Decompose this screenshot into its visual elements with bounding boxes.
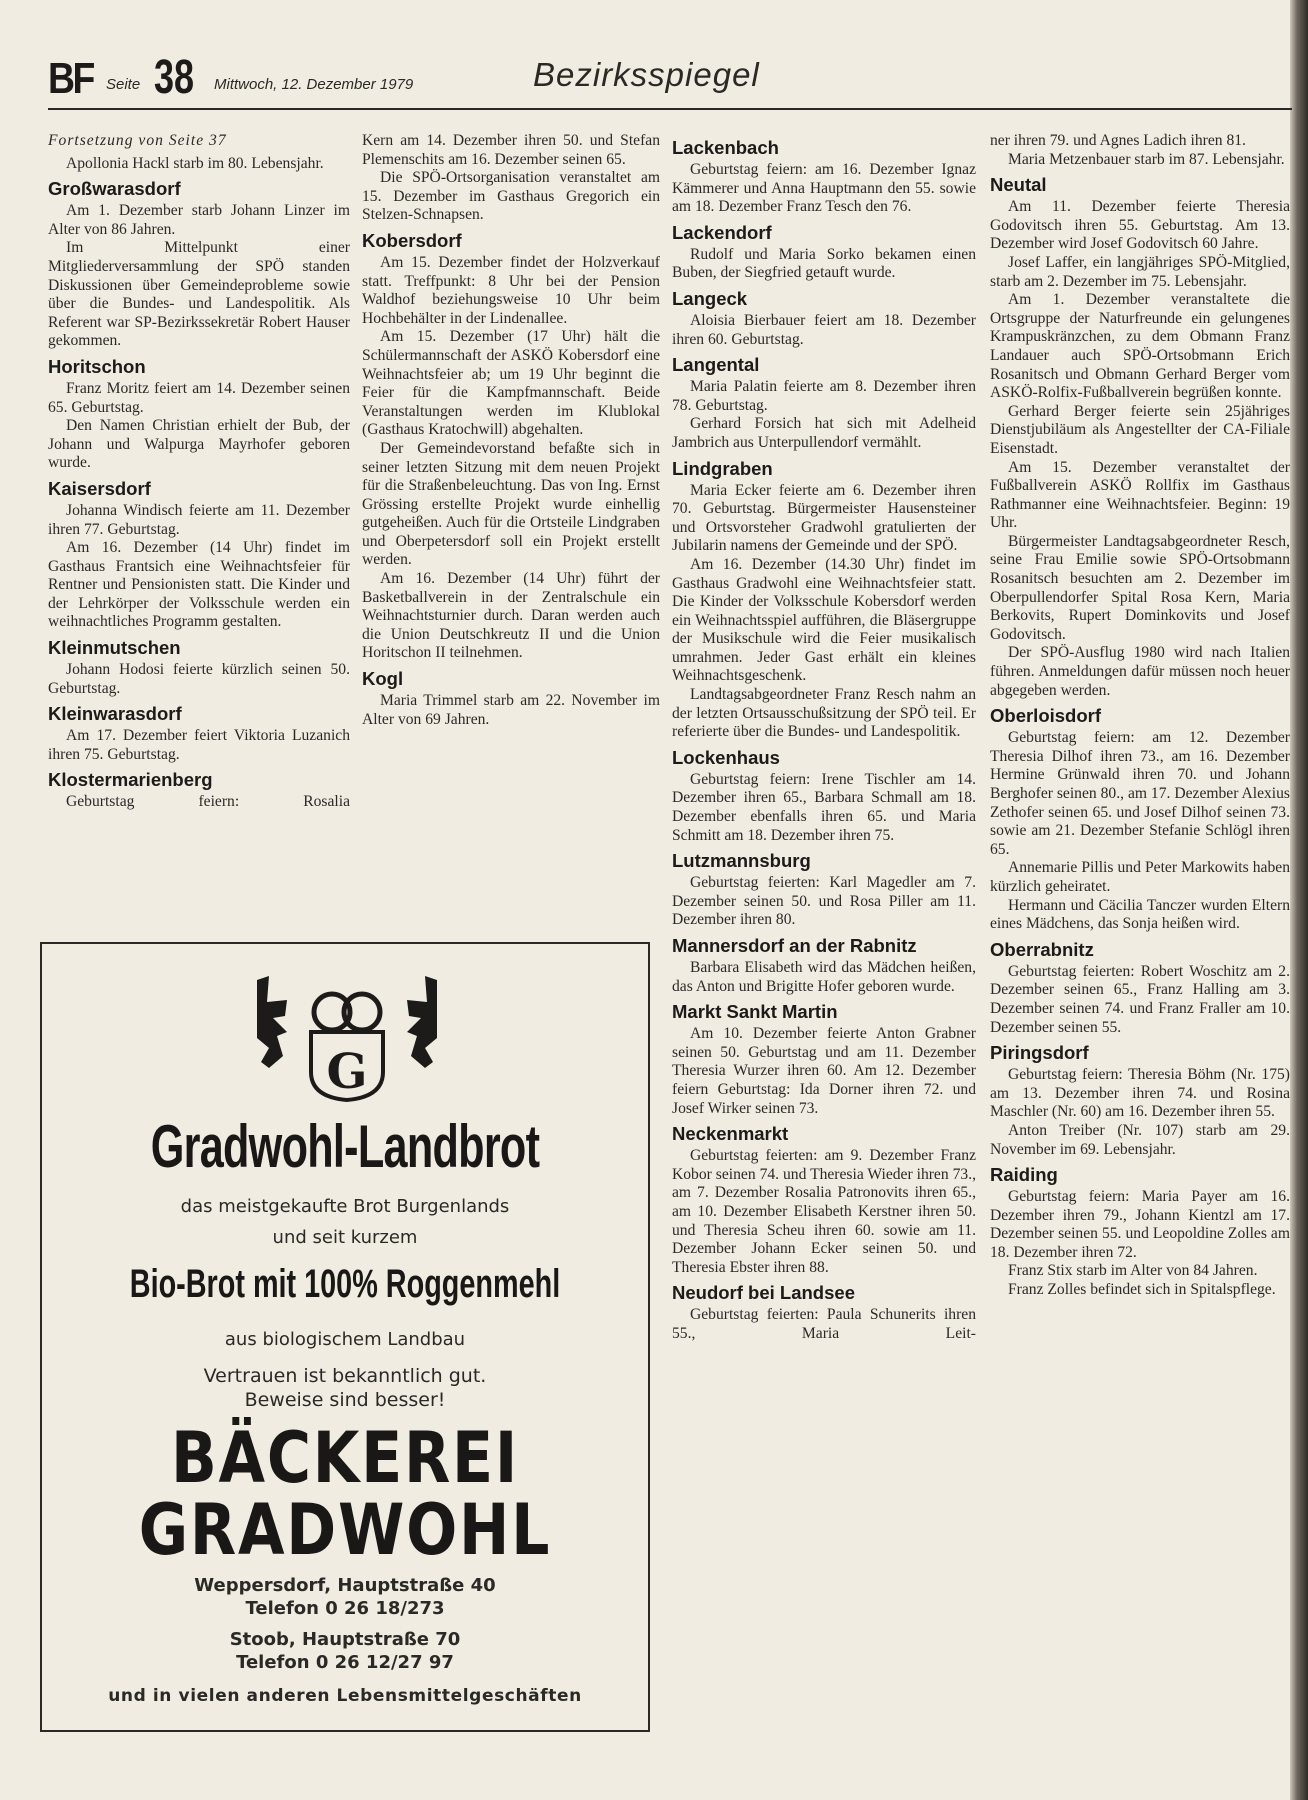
news-paragraph: Die SPÖ-Ortsorganisation veranstaltet am 15. Dezember im Gasthaus Gregorich ein Stelzen-Schnapsen. <box>362 169 660 224</box>
header-rule <box>48 108 1292 110</box>
news-paragraph: Landtagsabgeordneter Franz Resch nahm an der letzten Ortsausschußsitzung der SPÖ teil. Er referierte über die Bundes- und Landespolitik. <box>672 686 976 741</box>
page-label: Seite <box>106 76 141 93</box>
ad-phone-2: Telefon 0 26 12/27 97 <box>236 1652 454 1673</box>
town-heading: Lindgraben <box>672 457 773 479</box>
town-heading: Raiding <box>990 1164 1058 1186</box>
news-item <box>672 1123 976 1277</box>
ad-brand <box>84 1417 605 1571</box>
ad-origin: aus biologischem Landbau <box>224 1329 466 1350</box>
ad-tagline: das meistgekaufte Brot Burgenlands <box>180 1196 510 1217</box>
town-heading: Markt Sankt Martin <box>672 1001 838 1023</box>
section-title: Bezirksspiegel <box>533 56 760 93</box>
town-heading: Kleinmutschen <box>48 637 181 659</box>
town-heading: Lutzmannsburg <box>672 850 811 872</box>
news-paragraph: Johann Hodosi feierte kürzlich seinen 50. Geburtstag. <box>48 661 350 697</box>
news-item <box>672 850 976 930</box>
town-heading: Mannersdorf an der Rabnitz <box>672 935 917 956</box>
news-paragraph: ner ihren 79. und Agnes Ladich ihren 81. <box>990 132 1246 149</box>
news-paragraph: Im Mittelpunkt einer Mitgliederversammlung der SPÖ standen Diskussionen über Gemeindeprobleme sowie über die Bundes- und Landespolitik. Als Referent war SP-Bezirkssekretär Robert Hauser gekommen. <box>48 239 350 350</box>
article-column-1 <box>48 132 350 812</box>
news-paragraph: Am 15. Dezember (17 Uhr) hält die Schülermannschaft der ASKÖ Kobersdorf eine Weihnachtsfeier ab; um 19 Uhr beginnt die Feier für die Kampfmannschaft. Beide Veranstaltungen werden im Klublokal (Gasthaus Kratochwill) abgehalten. <box>362 328 660 439</box>
news-item <box>362 230 660 663</box>
ad-slogan <box>42 1364 648 1412</box>
news-item <box>990 1164 1290 1300</box>
news-item <box>48 132 350 173</box>
news-item <box>48 478 350 632</box>
news-paragraph: Josef Laffer, ein langjähriges SPÖ-Mitglied, starb am 2. Dezember im 75. Lebensjahr. <box>990 253 1290 290</box>
news-paragraph: Den Namen Christian erhielt der Bub, der Johann und Walpurga Mayrhofer geboren wurde. <box>48 417 350 472</box>
news-item <box>672 137 976 217</box>
news-paragraph: Bürgermeister Landtagsabgeordneter Resch, seine Frau Emilie sowie SPÖ-Ortsobmann Rosanitsch besuchten am 2. Dezember im Oberpullendorfer Spital Rosa Kern, Maria Berkovits, Rupert Dominkovits und Josef Godovitsch. <box>990 532 1290 643</box>
continuation-note: Fortsetzung von Seite 37 <box>48 132 227 149</box>
article-column-4 <box>990 132 1290 1300</box>
news-item <box>672 222 976 283</box>
ad-footer: und in vielen anderen Lebensmittelgeschäften <box>108 1686 582 1706</box>
news-paragraph: Maria Palatin feierte am 8. Dezember ihren 78. Geburtstag. <box>672 378 976 414</box>
news-paragraph: Geburtstag feiern: am 16. Dezember Ignaz Kämmerer und Anna Hauptmann den 55. sowie am 18. Dezember Franz Tesch den 76. <box>672 161 976 216</box>
news-paragraph: Der SPÖ-Ausflug 1980 wird nach Italien führen. Anmeldungen dafür müssen noch heuer abgegeben werden. <box>990 644 1290 699</box>
news-paragraph: Annemarie Pillis und Peter Markowits haben kürzlich geheiratet. <box>990 859 1290 895</box>
news-paragraph: Am 10. Dezember feierte Anton Grabner seinen 50. Geburtstag und am 11. Dezember Theresia Wurzer ihren 60. Am 12. Dezember feiern Geburtstag: Ida Dorner ihren 72. und Josef Wirker seinen 73. <box>672 1025 976 1117</box>
town-heading: Horitschon <box>48 355 146 377</box>
news-paragraph: Am 1. Dezember veranstaltete die Ortsgruppe der Naturfreunde ein gelungenes Krampuskränzchen, zu dem Obmann Franz Landauer auch SPÖ-Ortsobmann Erich Rosanitsch und Obmann Gerhard Berger vom ASKÖ-Rolfix-Fußballverein begrüßen konnte. <box>990 291 1290 402</box>
news-paragraph: Rudolf und Maria Sorko bekamen einen Buben, der Siegfried getauft wurde. <box>672 245 976 282</box>
article-column-3 <box>672 132 976 1344</box>
news-paragraph: Franz Stix starb im Alter von 84 Jahren. <box>1008 1262 1258 1280</box>
news-paragraph: Geburtstag feiern: Irene Tischler am 14. Dezember ihren 65., Barbara Schmall am 18. Dezember ebenfalls ihren 65. und Maria Schmitt am 18. Dezember ihren 75. <box>672 770 976 844</box>
page-header <box>44 48 1294 104</box>
news-item <box>48 769 350 812</box>
town-heading: Oberloisdorf <box>990 705 1102 727</box>
town-heading: Lackendorf <box>672 221 772 243</box>
town-heading: Neckenmarkt <box>672 1123 789 1145</box>
town-heading: Langeck <box>672 287 748 309</box>
ad-headline: Gradwohl-Landbrot <box>150 1113 540 1180</box>
news-item <box>990 1042 1290 1159</box>
news-item <box>672 1001 976 1118</box>
news-paragraph: Geburtstag feierten: Paula Schunerits ihren 55., Maria Leit- <box>672 1306 976 1342</box>
news-paragraph: Geburtstag feiern: am 12. Dezember Theresia Dilhof ihren 73., am 16. Dezember Hermine Grünwald ihren 70. und Johann Berghofer seinen 80., am 17. Dezember Alexius Zethofer seinen 65. und Josef Dilhof seinen 73. sowie am 21. Dezember Stefanie Schlögl ihren 65. <box>990 729 1290 858</box>
town-heading: Lockenhaus <box>672 746 780 768</box>
ad-slogan-line-1: Vertrauen ist bekanntlich gut. <box>203 1365 487 1387</box>
news-item <box>48 637 350 698</box>
gradwohl-crest-logo <box>247 972 447 1102</box>
news-paragraph: Barbara Elisabeth wird das Mädchen heißen, das Anton und Brigitte Hofer geboren wurde. <box>672 959 976 995</box>
news-paragraph: Am 16. Dezember (14 Uhr) führt der Basketballverein in der Zentralschule ein Weihnachtsturnier durch. Daran werden auch die Union Deutschkreutz II und die Union Horitschon II teilnehmen. <box>362 570 660 662</box>
town-heading: Lackenbach <box>672 137 779 158</box>
town-heading: Oberrabnitz <box>990 938 1094 960</box>
news-paragraph: Geburtstag feierten: Robert Woschitz am 2. Dezember seinen 65., Franz Halling am 3. Dezember seinen 74. und Franz Fraller am 10. Dezember seinen 55. <box>990 962 1290 1036</box>
news-paragraph: Anton Treiber (Nr. 107) starb am 29. November im 69. Lebensjahr. <box>990 1121 1290 1158</box>
news-item <box>672 1282 976 1343</box>
news-item <box>672 458 976 742</box>
news-item <box>990 939 1290 1037</box>
ad-address-1: Weppersdorf, Hauptstraße 40 <box>194 1575 496 1596</box>
news-item <box>48 178 350 351</box>
page-number: 38 <box>154 51 195 104</box>
news-paragraph: Am 16. Dezember (14 Uhr) findet im Gasthaus Frantsich eine Weihnachtsfeier für Rentner und Pensionisten statt. Die Kinder und der Lehrkörper der Volksschule werden ein weihnachtliches Programm gestalten. <box>48 539 350 631</box>
news-paragraph: Aloisia Bierbauer feiert am 18. Dezember ihren 60. Geburtstag. <box>672 311 976 348</box>
ad-address-2: Stoob, Hauptstraße 70 <box>229 1629 461 1650</box>
news-item <box>672 747 976 845</box>
news-paragraph: Geburtstag feierten: Karl Magedler am 7. Dezember seinen 50. und Rosa Piller am 11. Dezember ihren 80. <box>672 874 976 929</box>
news-paragraph: Am 1. Dezember starb Johann Linzer im Alter von 86 Jahren. <box>48 202 350 238</box>
news-paragraph: Franz Zolles befindet sich in Spitalspflege. <box>1008 1281 1276 1299</box>
town-heading: Kobersdorf <box>362 229 462 251</box>
news-item <box>990 705 1290 934</box>
ad-product: Bio-Brot mit 100% Roggenmehl <box>129 1262 561 1306</box>
news-paragraph: Maria Trimmel starb am 22. November im Alter von 69 Jahren. <box>362 692 660 728</box>
news-paragraph: Kern am 14. Dezember ihren 50. und Stefan Plemenschits am 16. Dezember seinen 65. <box>362 132 660 168</box>
news-item <box>672 935 976 996</box>
news-paragraph: Am 16. Dezember (14.30 Uhr) findet im Gasthaus Gradwohl eine Weihnachtsfeier statt. Die Kinder der Volksschule Kobersdorf werden ein Weihnachtsspiel aufführen, die Bläsergruppe der Musikschule wird die Feier musikalisch umrahmen. Jeder Gast erhält ein kleines Weihnachtsgeschenk. <box>672 555 976 685</box>
news-item <box>48 356 350 473</box>
news-paragraph: Franz Moritz feiert am 14. Dezember seinen 65. Geburtstag. <box>48 379 350 416</box>
news-item <box>362 668 660 729</box>
news-paragraph: Apollonia Hackl starb im 80. Lebensjahr. <box>66 154 324 172</box>
town-heading: Kogl <box>362 668 404 690</box>
ad-brand-line-1: BÄCKEREI <box>170 1417 520 1499</box>
town-heading: Klostermarienberg <box>48 769 213 791</box>
town-heading: Kaisersdorf <box>48 477 151 499</box>
town-heading: Langental <box>672 354 760 376</box>
news-paragraph: Gerhard Forsich hat sich mit Adelheid Jambrich aus Unterpullendorf vermählt. <box>672 415 976 451</box>
crest-letter: G <box>326 1044 368 1100</box>
news-item <box>672 288 976 349</box>
news-paragraph: Maria Ecker feierte am 6. Dezember ihren 70. Geburtstag. Bürgermeister Hausensteiner und Ortsvorsteher Gradwohl gratulierten der Jubilarin namens der Gemeinde und der SPÖ. <box>672 481 976 555</box>
news-paragraph: Der Gemeindevorstand befaßte sich in seiner letzten Sitzung mit dem neuen Projekt für die Straßenbeleuchtung. Das von Ing. Ernst Grössing erstellte Projekt wurde einhellig gutgeheißen. Auch für die Ortsteile Lindgraben und Oberpetersdorf soll ein Projekt erstellt werden. <box>362 439 660 569</box>
ad-since: und seit kurzem <box>272 1227 418 1248</box>
news-paragraph: Am 15. Dezember findet der Holzverkauf statt. Treffpunkt: 8 Uhr bei der Pension Waldhof beziehungsweise 10 Uhr beim Hochbehälter in der Lindenallee. <box>362 253 660 327</box>
town-heading: Neudorf bei Landsee <box>672 1282 855 1304</box>
news-paragraph: Geburtstag feiern: Maria Payer am 16. Dezember ihren 79., Johann Kientzl am 17. Dezember seinen 55. und Leopoldine Zolles am 18. Dezember ihren 72. <box>990 1188 1290 1261</box>
news-paragraph: Geburtstag feierten: am 9. Dezember Franz Kobor seinen 74. und Theresia Wieder ihren 73., am 7. Dezember Rosalia Patronovits ihren 65., am 10. Dezember Elisabeth Kerstner ihren 50. und Theresia Scheu ihren 60. sowie am 11. Dezember Johann Ecker seinen 50. und Theresia Ebster ihren 88. <box>672 1147 976 1276</box>
issue-date: Mittwoch, 12. Dezember 1979 <box>214 76 414 93</box>
news-item <box>672 354 976 452</box>
news-paragraph: Geburtstag feiern: Rosalia <box>66 793 350 811</box>
news-paragraph: Maria Metzenbauer starb im 87. Lebensjahr. <box>1008 150 1285 168</box>
news-paragraph: Am 11. Dezember feierte Theresia Godovitsch ihren 55. Geburtstag. Am 13. Dezember wird Josef Godovitsch 60 Jahre. <box>990 198 1290 253</box>
ad-location-1 <box>42 1574 648 1620</box>
bakery-advertisement <box>40 942 650 1732</box>
news-paragraph: Am 15. Dezember veranstaltet der Fußballverein ASKÖ Rollfix im Gasthaus Rathmanner eine Weihnachtsfeier. Beginn: 19 Uhr. <box>990 458 1290 532</box>
ad-brand-line-2: GRADWOHL <box>138 1489 552 1571</box>
news-paragraph: Geburtstag feiern: Theresia Böhm (Nr. 175) am 13. Dezember ihren 74. und Rosina Maschler (Nr. 60) am 16. Dezember ihren 55. <box>990 1066 1290 1121</box>
ad-slogan-line-2: Beweise sind besser! <box>244 1389 446 1411</box>
news-item <box>362 132 660 225</box>
town-heading: Neutal <box>990 174 1047 196</box>
ad-location-2 <box>42 1628 648 1674</box>
town-heading: Großwarasdorf <box>48 178 181 200</box>
news-paragraph: Am 17. Dezember feiert Viktoria Luzanich ihren 75. Geburtstag. <box>48 727 350 763</box>
news-paragraph: Gerhard Berger feierte sein 25jähriges Dienstjubiläum als Angestellter der CA-Filiale Eisenstadt. <box>990 402 1290 457</box>
news-item <box>990 174 1290 700</box>
newspaper-logo: BF <box>48 54 93 103</box>
town-heading: Kleinwarasdorf <box>48 703 182 725</box>
town-heading: Piringsdorf <box>990 1042 1089 1064</box>
news-paragraph: Hermann und Cäcilia Tanczer wurden Eltern eines Mädchens, das Sonja heißen wird. <box>990 896 1290 933</box>
ad-phone-1: Telefon 0 26 18/273 <box>245 1598 445 1619</box>
page-edge-shadow <box>1290 0 1308 1800</box>
news-item <box>48 703 350 764</box>
news-paragraph: Johanna Windisch feierte am 11. Dezember ihren 77. Geburtstag. <box>48 501 350 538</box>
news-item <box>990 132 1290 169</box>
article-column-2 <box>362 132 660 729</box>
